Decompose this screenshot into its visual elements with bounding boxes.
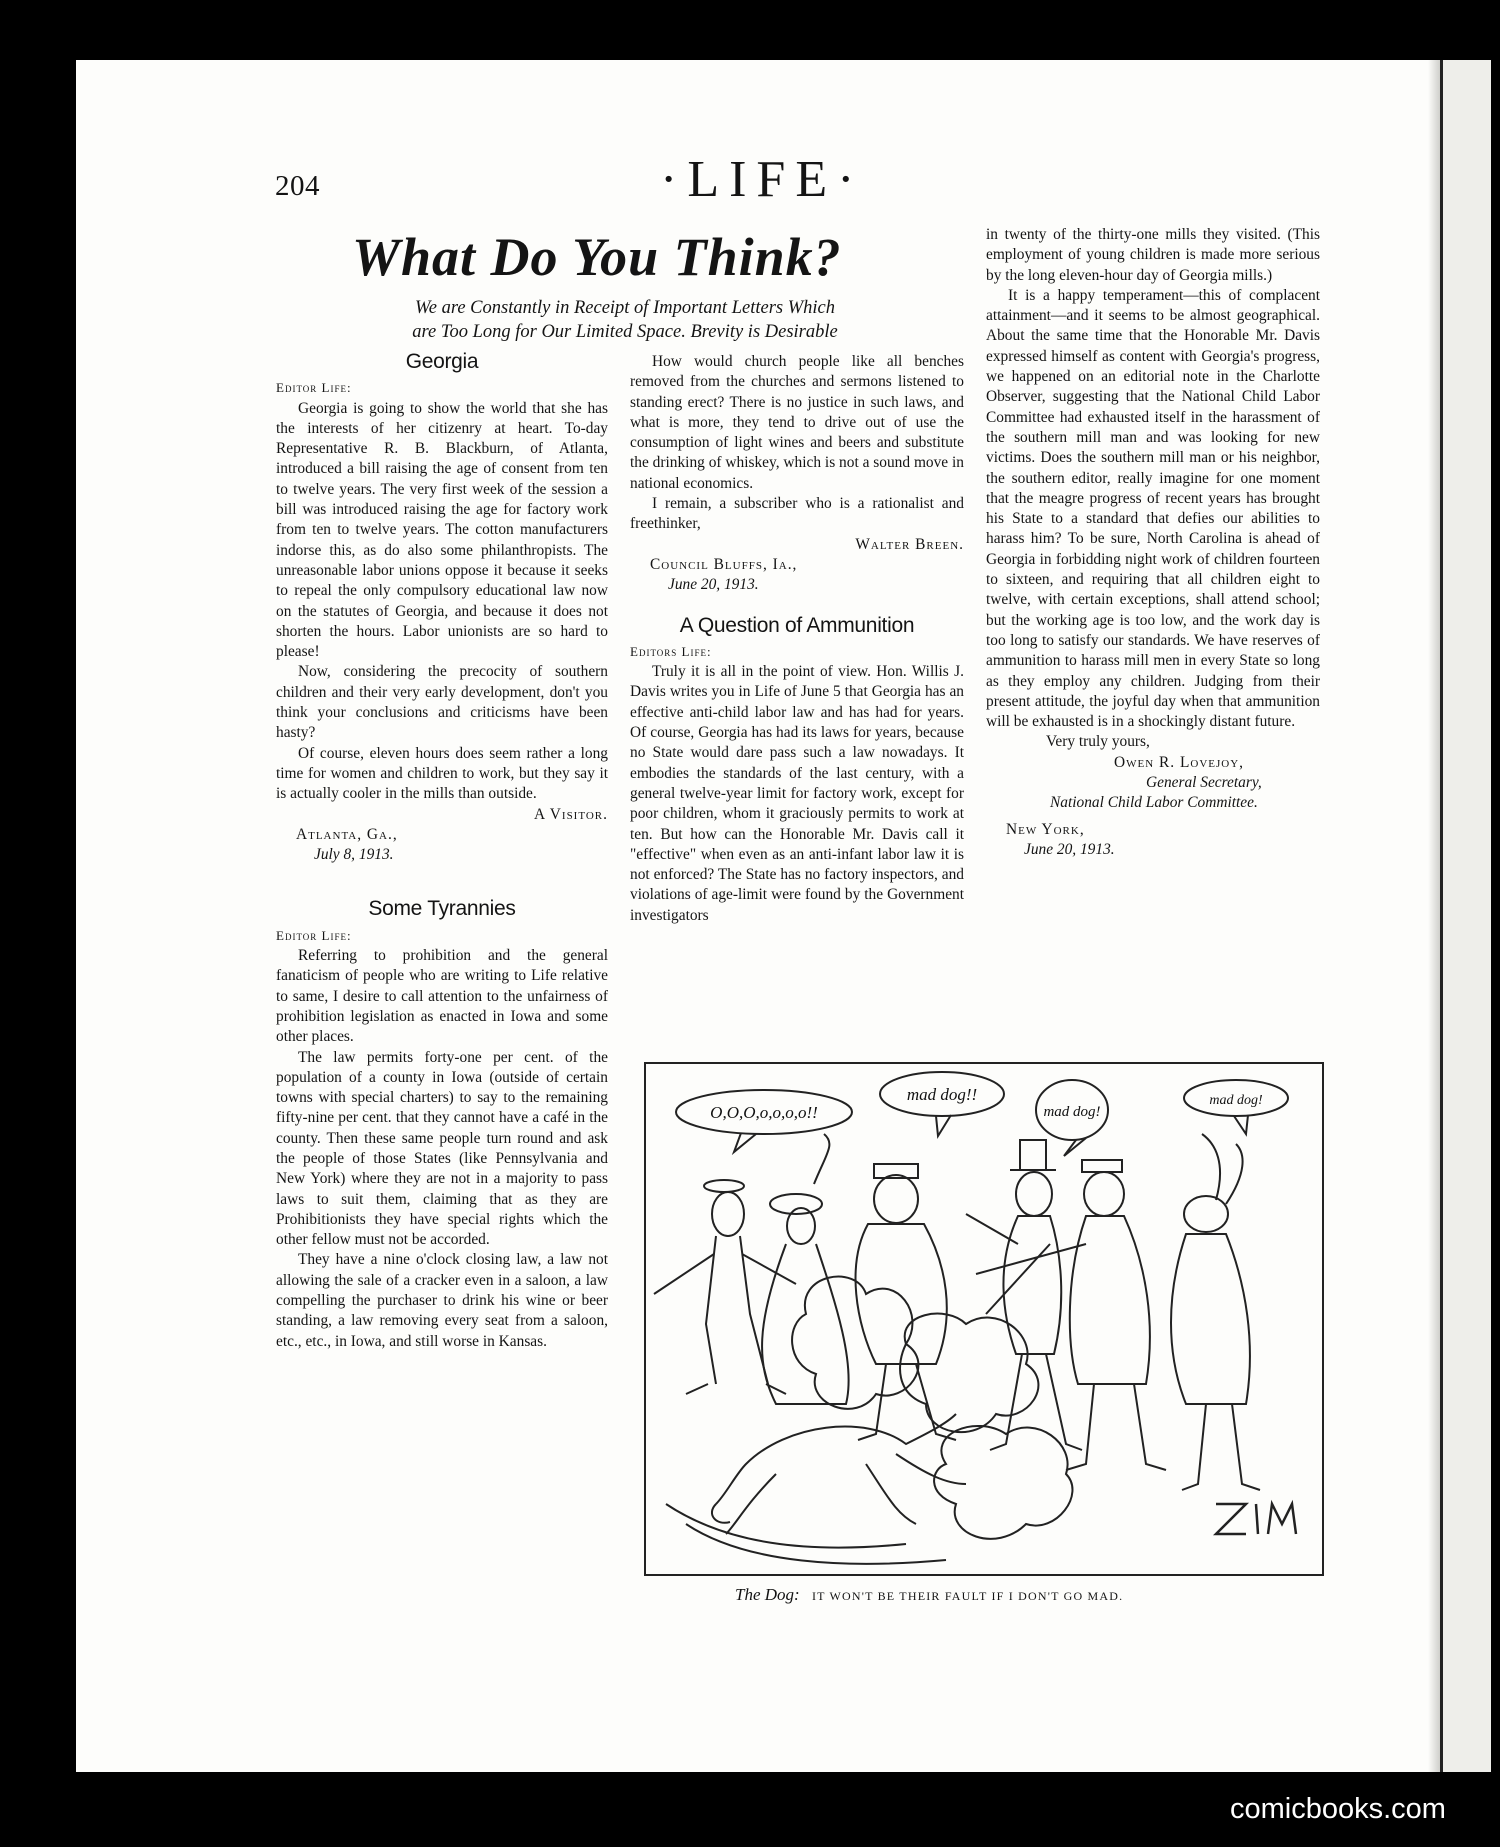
paragraph: Of course, eleven hours does seem rather a long time for women and children to work, but they say it is actually cooler in the mills than outside. xyxy=(276,744,608,803)
headline: What Do You Think? xyxy=(352,227,842,287)
page-gutter xyxy=(1428,60,1440,1772)
cartoon-drawing xyxy=(646,1064,1322,1574)
section-title-tyrannies: Some Tyrannies xyxy=(368,897,516,921)
paragraph: It is a happy temperament—this of complacent attainment—and it seems to be almost geographical. About the same time that the Honorable Mr. Davis expressed himself as content with Georgia's progress, we happened on an editorial note in the Charlotte Observer, suggesting that the National Child Labor Committee had exhausted itself in the harassment of the southern mill man and was looking for new victims. Does the southern mill man or his neighbor, the southern editor, really imagine for one moment that the meagre progress of recent years has brought his State to a standard that defies our abilities to harass him? To be sure, North Carolina is ahead of Georgia in forbidding night work of children fourteen to sixteen, and requiring that all children eight to twelve, with certain exceptions, shall attend school; but the working age is too low, and the work day is too long to satisfy our standards. We have reserves of ammunition to harass mill men in every State so long as they employ any children. Judging from their present attitude, the joyful day when that ammunition will be exhausted is in a shockingly distant future. xyxy=(986,286,1320,731)
subhead-line: are Too Long for Our Limited Space. Brevity is Desirable xyxy=(412,322,838,342)
caption-text: IT WON'T BE THEIR FAULT IF I DON'T GO MAD. xyxy=(811,1589,1124,1603)
bubble-text: O,O,O,o,o,o,o!! xyxy=(710,1103,818,1122)
paragraph: Referring to prohibition and the general fanaticism of people who are writing to Life relative to same, I desire to call attention to the unfairness of prohibition legislation as enacted in Iowa and some other places. xyxy=(276,947,608,1046)
dateline-date: July 8, 1913. xyxy=(314,846,394,864)
column-right xyxy=(986,225,1320,860)
signature-org: National Child Labor Committee. xyxy=(1050,794,1258,812)
salutation: Editors Life: xyxy=(630,643,712,659)
column-left xyxy=(276,352,608,1352)
dateline-place: New York, xyxy=(1006,820,1085,838)
paragraph: The law permits forty-one per cent. of the population of a county in Iowa (outside of certain towns with special charters) to say to the remaining fifty-nine per cent. that they cannot have a café in the county. Then these same people turn round and ask the people of those States (like Pennsylvania and New York) where they are not in a majority to pass laws to suit them, claiming that as they are Prohibitionists they have special rights which the other fellow must not be accorded. xyxy=(276,1048,608,1249)
watermark: comicbooks.com xyxy=(1230,1793,1446,1825)
closing: Very truly yours, xyxy=(1046,733,1150,751)
dog-outline xyxy=(716,1414,966,1534)
paragraph: Truly it is all in the point of view. Hon. Willis J. Davis writes you in Life of June 5 that Georgia has an effective anti-child labor law and has had for years. Of course, Georgia has had its laws for years, because no State would dare pass such a law nowadays. It embodies the standards of the last century, with a general twelve-year limit for factory work, except for poor children, whom it graciously permits to work at ten. But how can the Honorable Mr. Davis call it "effective" when even as an anti-infant labor law it is not enforced? The State has no factory inspectors, and violations of age-limit were found by the Government investigators xyxy=(630,663,964,924)
paragraph: Now, considering the precocity of southern children and their very early development, don't you think your conclusions and criticisms have been hasty? xyxy=(276,663,608,742)
subhead xyxy=(300,296,950,344)
paragraph: in twenty of the thirty-one mills they visited. (This employment of young children is made more serious by the long eleven-hour day of Georgia mills.) xyxy=(986,226,1320,284)
cartoon-illustration xyxy=(644,1062,1324,1576)
dateline-place: Atlanta, Ga., xyxy=(296,825,398,843)
caption-speaker: The Dog: xyxy=(735,1585,800,1604)
salutation: Editor Life: xyxy=(276,380,352,396)
smoke-cloud xyxy=(792,1277,918,1409)
page-number: 204 xyxy=(275,170,320,202)
section-title-georgia: Georgia xyxy=(405,350,479,373)
signature: Walter Breen. xyxy=(855,535,964,553)
dateline-date: June 20, 1913. xyxy=(668,576,759,594)
signature: A Visitor. xyxy=(533,805,608,823)
cartoon-caption xyxy=(735,1585,1123,1605)
dateline-date: June 20, 1913. xyxy=(1024,840,1115,858)
section-title-ammunition: A Question of Ammunition xyxy=(679,613,915,637)
paragraph: They have a nine o'clock closing law, a law not allowing the sale of a cracker even in a saloon, a law compelling the purchaser to drink his wine or beer standing, a law removing every seat from a saloon, etc., etc., in Iowa, and still worse in Kansas. xyxy=(276,1251,608,1350)
bubble-text: mad dog!! xyxy=(906,1085,978,1104)
column-middle xyxy=(630,352,964,926)
paragraph: How would church people like all benches removed from the churches and sermons listened to standing erect? There is no justice in such laws, and what is more, they tend to drive out of use the consumption of light wines and beers and substitute the drinking of whiskey, which is not a sound move in national economics. xyxy=(630,353,964,492)
signature-name: Owen R. Lovejoy, xyxy=(1114,753,1244,771)
bubble-text: mad dog! xyxy=(1209,1093,1263,1108)
dateline-place: Council Bluffs, Ia., xyxy=(650,555,798,573)
signature-title: General Secretary, xyxy=(1146,774,1262,792)
paragraph: I remain, a subscriber who is a rationalist and freethinker, xyxy=(630,495,964,533)
subhead-line: We are Constantly in Receipt of Important Letters Which xyxy=(415,298,835,318)
bubble-text: mad dog! xyxy=(1043,1104,1101,1120)
masthead: ·LIFE· xyxy=(660,151,865,208)
facing-page-edge xyxy=(1440,60,1491,1772)
paragraph: Georgia is going to show the world that she has the interests of her citizenry at heart. To-day Representative R. B. Blackburn, of Atlanta, introduced a bill raising the age of consent from ten to twelve years. The very first week of the session a bill was introduced raising the age for factory work from ten to twelve years. The cotton manufacturers indorse this, as do also some philanthropists. The unreasonable labor unions oppose it because it seeks to repeal the only compulsory educational law now on the statutes of Georgia, and because it does not shorten the hours. Labor unionists are so hard to please! xyxy=(276,399,608,661)
salutation: Editor Life: xyxy=(276,927,352,943)
